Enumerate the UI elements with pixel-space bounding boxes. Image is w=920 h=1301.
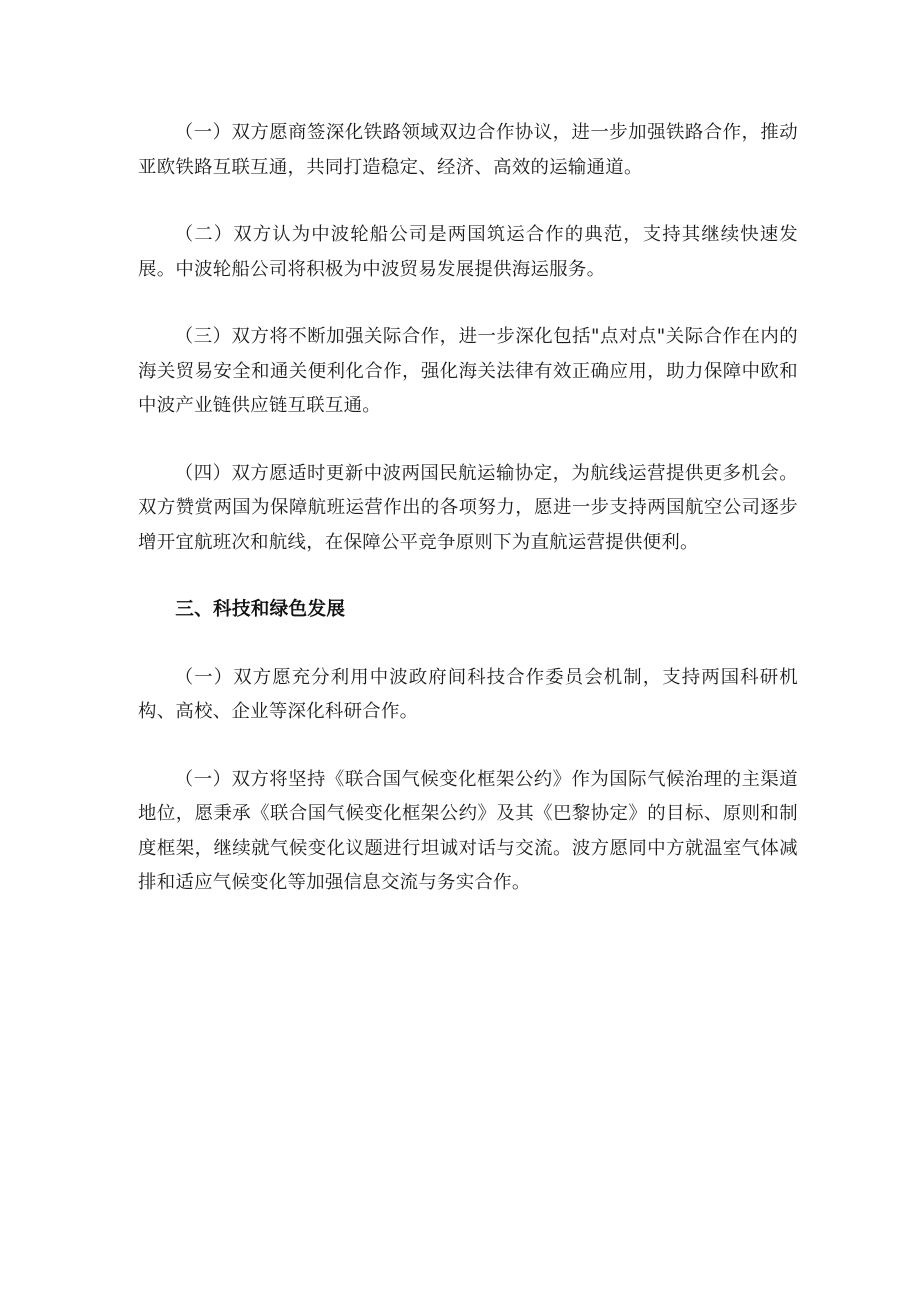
paragraph-science-cooperation: （一）双方愿充分利用中波政府间科技合作委员会机制，支持两国科研机构、高校、企业等深化科研合作。 bbox=[138, 666, 798, 722]
paragraph-spacer bbox=[138, 730, 798, 763]
paragraph-spacer bbox=[138, 628, 798, 661]
paragraph-civil-aviation: （四）双方愿适时更新中波两国民航运输协定，为航线运营提供更多机会。双方赞赏两国为保障航班运营作出的各项努力，愿进一步支持两国航空公司逐步增开宜航班次和航线，在保障公平竞争原则下为直航运营提供便利。 bbox=[138, 462, 798, 553]
document-body bbox=[138, 116, 798, 901]
paragraph-climate-change: （一）双方将坚持《联合国气候变化框架公约》作为国际气候治理的主渠道地位，愿秉承《联合国气候变化框架公约》及其《巴黎协定》的目标、原则和制度框架，继续就气候变化议题进行坦诚对话与交流。波方愿同中方就温室气体减排和适应气候变化等加强信息交流与务实合作。 bbox=[138, 768, 798, 893]
paragraph-customs-cooperation: （三）双方将不断加强关际合作，进一步深化包括"点对点"关际合作在内的海关贸易安全和通关便利化合作，强化海关法律有效正确应用，助力保障中欧和中波产业链供应链互联互通。 bbox=[138, 326, 798, 416]
paragraph-spacer bbox=[138, 185, 798, 218]
paragraph-spacer bbox=[138, 560, 798, 593]
paragraph-spacer bbox=[138, 424, 798, 457]
section-heading-science-green: 三、科技和绿色发展 bbox=[175, 599, 346, 620]
paragraph-spacer bbox=[138, 287, 798, 320]
paragraph-shipping-company: （二）双方认为中波轮船公司是两国筑运合作的典范，支持其继续快速发展。中波轮船公司将积极为中波贸易发展提供海运服务。 bbox=[138, 224, 798, 280]
paragraph-railway-cooperation: （一）双方愿商签深化铁路领域双边合作协议，进一步加强铁路合作，推动亚欧铁路互联互通，共同打造稳定、经济、高效的运输通道。 bbox=[138, 122, 798, 178]
